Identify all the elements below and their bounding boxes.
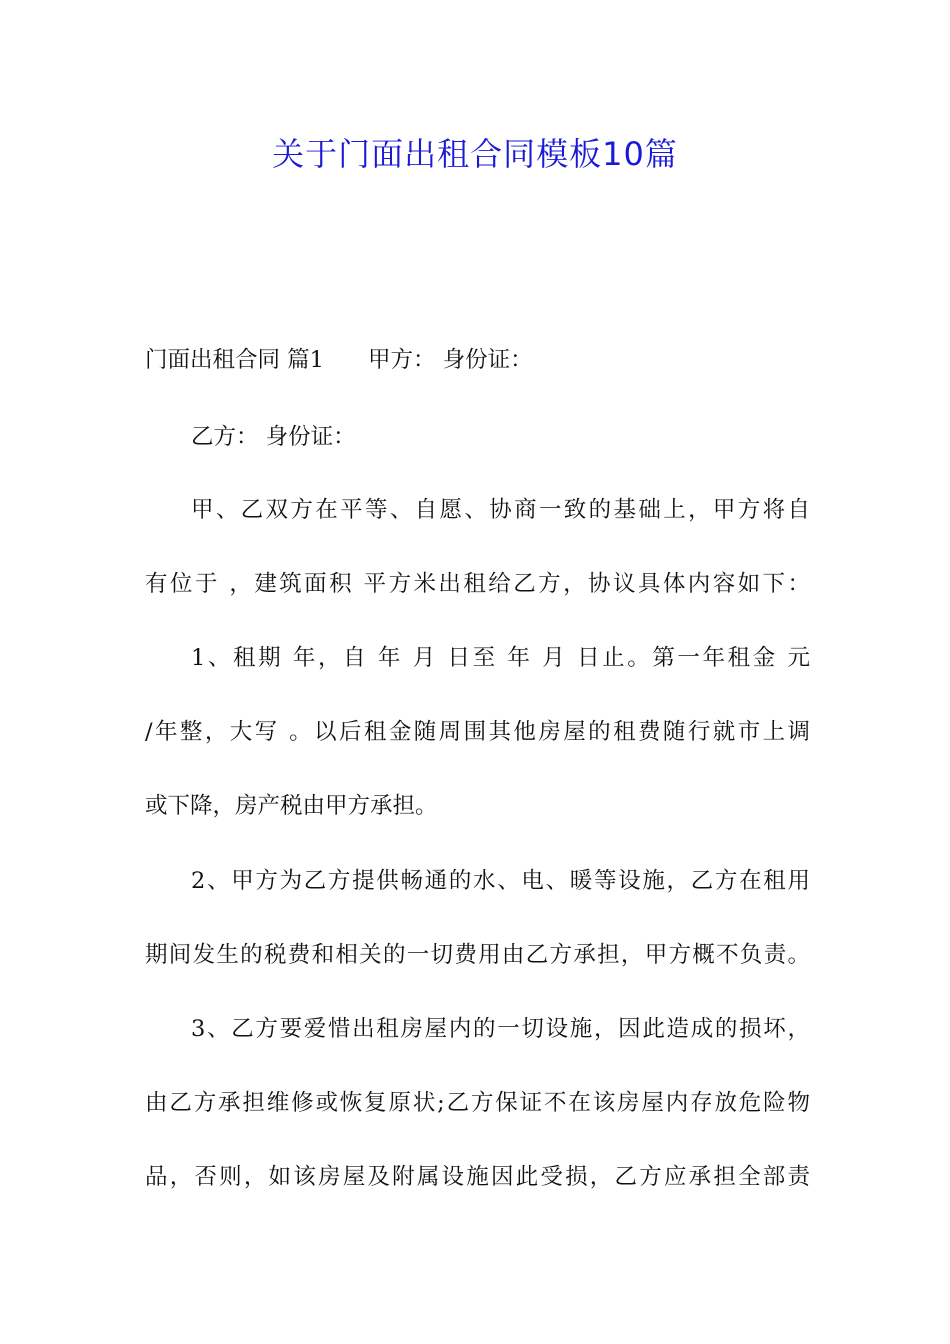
- paragraph-line: 品，否则，如该房屋及附属设施因此受损，乙方应承担全部责: [145, 1164, 810, 1190]
- paragraph-line: 1、租期 年，自 年 月 日至 年 月 日止。第一年租金 元: [191, 645, 810, 671]
- party-b-line: 乙方： 身份证：: [191, 424, 356, 450]
- paragraph-line: /年整，大写 。以后租金随周围其他房屋的租费随行就市上调: [145, 719, 810, 745]
- party-a-line: 甲方： 身份证：: [367, 347, 533, 373]
- paragraph-line: 由乙方承担维修或恢复原状;乙方保证不在该房屋内存放危险物: [145, 1090, 810, 1116]
- paragraph-line: 3、乙方要爱惜出租房屋内的一切设施，因此造成的损坏，: [191, 1016, 810, 1042]
- paragraph-line: 甲、乙双方在平等、自愿、协商一致的基础上，甲方将自: [191, 497, 810, 523]
- section-heading: 门面出租合同 篇1: [145, 347, 324, 373]
- paragraph-line: 2、甲方为乙方提供畅通的水、电、暖等设施，乙方在租用: [191, 868, 810, 894]
- section-heading-line: [145, 342, 810, 378]
- paragraph-line: 期间发生的税费和相关的一切费用由乙方承担，甲方概不负责。: [145, 942, 810, 968]
- paragraph-line: 有位于 ，建筑面积 平方米出租给乙方，协议具体内容如下：: [145, 571, 810, 597]
- paragraph-line: 或下降，房产税由甲方承担。: [145, 793, 438, 819]
- document-title: 关于门面出租合同模板10篇: [272, 135, 678, 173]
